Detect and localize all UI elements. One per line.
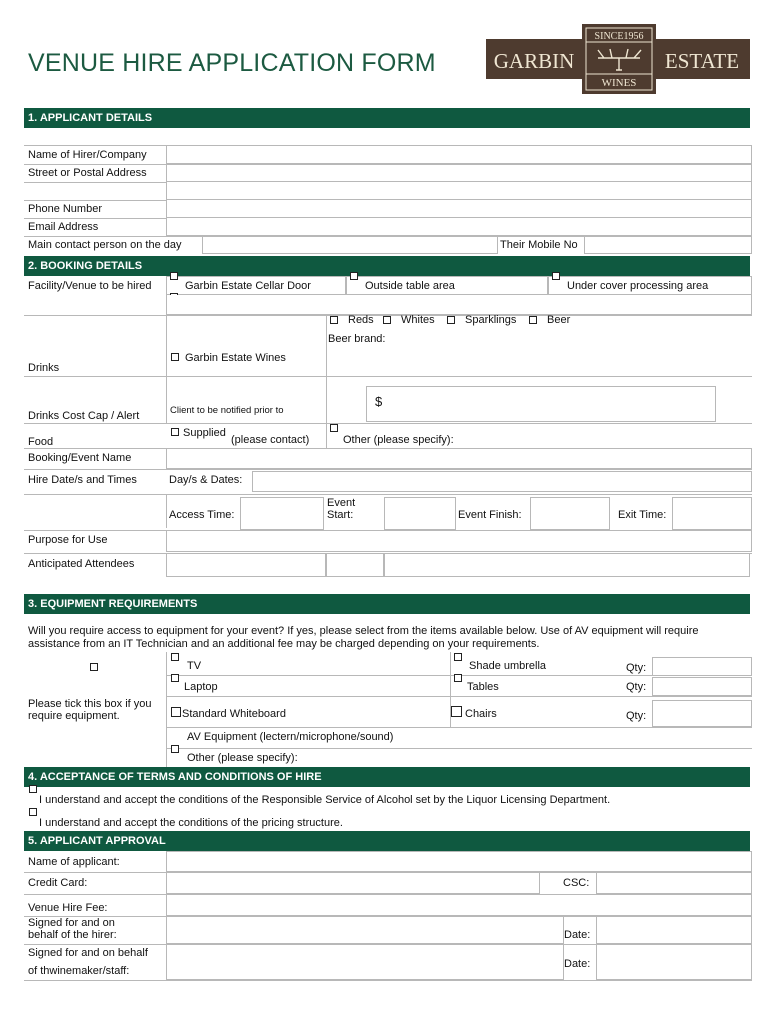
exit-time-field[interactable] — [672, 497, 752, 530]
outside-label: Outside table area — [365, 280, 455, 292]
adults-field[interactable] — [384, 553, 750, 577]
equipment-intro-2: assistance from an IT Technician and an additional fee may be charged depending on your requirements. — [28, 638, 540, 650]
csc-field[interactable] — [596, 872, 752, 894]
credit-card-label: Credit Card: — [28, 877, 88, 889]
page-title: VENUE HIRE APPLICATION FORM — [28, 49, 436, 77]
beer-checkbox[interactable] — [529, 316, 537, 324]
event-start-field[interactable] — [384, 497, 456, 530]
csc-label: CSC: — [563, 877, 590, 889]
signed-staff-label-1: Signed for and on behalf — [28, 947, 148, 959]
divider — [166, 315, 167, 423]
section-5-heading: 5. APPLICANT APPROVAL — [24, 831, 750, 851]
event-start-label-2: Start: — [327, 509, 354, 521]
whiteboard-checkbox[interactable] — [171, 707, 181, 717]
food-please-contact-label: (please contact) — [231, 434, 310, 446]
cost-cap-dollar: $ — [375, 394, 383, 409]
chairs-label: Chairs — [465, 708, 497, 720]
event-name-field[interactable] — [166, 448, 752, 469]
divider — [326, 315, 327, 423]
rsa-checkbox[interactable] — [29, 785, 37, 793]
applicant-name-label: Name of applicant: — [28, 856, 120, 868]
pricing-text: I understand and accept the conditions of the pricing structure. — [39, 817, 343, 829]
applicant-name-field[interactable] — [166, 851, 752, 872]
sparklings-checkbox[interactable] — [447, 316, 455, 324]
divider — [24, 376, 752, 377]
divider — [24, 980, 752, 981]
food-other-checkbox[interactable] — [330, 424, 338, 432]
tables-checkbox[interactable] — [454, 674, 462, 682]
tv-checkbox[interactable] — [171, 653, 179, 661]
garbin-wines-checkbox[interactable] — [171, 353, 179, 361]
tick-note-2: require equipment. — [28, 710, 120, 722]
suburb-state-postcode-field[interactable] — [166, 182, 752, 200]
signed-hirer-label-1: Signed for and on — [28, 917, 115, 929]
divider — [166, 727, 752, 728]
signed-hirer-label-2: behalf of the hirer: — [28, 929, 117, 941]
access-time-field[interactable] — [240, 497, 324, 530]
equipment-other-checkbox[interactable] — [171, 745, 179, 753]
outside-checkbox[interactable] — [350, 272, 358, 280]
cost-cap-label: Drinks Cost Cap / Alert — [28, 410, 140, 422]
facility-other-field[interactable] — [166, 295, 752, 315]
section-4-heading: 4. ACCEPTANCE OF TERMS AND CONDITIONS OF HIRE — [24, 767, 750, 787]
event-finish-label: Event Finish: — [458, 509, 522, 521]
venue-fee-field[interactable] — [166, 894, 752, 916]
street-label: Street or Postal Address — [28, 167, 147, 179]
facility-label: Facility/Venue to be hired — [28, 280, 152, 292]
equipment-intro-1: Will you require access to equipment for your event? If yes, please select from the items available below. Use of AV equipment will require — [28, 625, 699, 637]
tables-qty-field[interactable] — [652, 677, 752, 696]
pricing-checkbox[interactable] — [29, 808, 37, 816]
under-cover-label: Under cover processing area — [567, 280, 709, 292]
reds-label: Reds — [348, 314, 374, 326]
food-label: Food — [28, 436, 54, 448]
cost-cap-field[interactable] — [366, 386, 716, 422]
section-3-heading: 3. EQUIPMENT REQUIREMENTS — [24, 594, 750, 614]
signed-hirer-field[interactable] — [166, 916, 564, 944]
purpose-field[interactable] — [166, 530, 752, 552]
divider — [24, 469, 752, 470]
divider — [326, 423, 327, 448]
event-name-label: Booking/Event Name — [28, 452, 132, 464]
section-2-heading: 2. BOOKING DETAILS — [24, 256, 750, 276]
section-1-heading: 1. APPLICANT DETAILS — [24, 108, 750, 128]
divider — [166, 494, 167, 528]
logo-since: SINCE1956 — [594, 31, 644, 42]
food-supplied-label: Supplied — [183, 427, 226, 439]
event-start-label-1: Event — [327, 497, 356, 509]
umbrella-label: Shade umbrella — [469, 660, 547, 672]
children-field[interactable] — [166, 553, 326, 577]
attendees-label: Anticipated Attendees — [28, 558, 135, 570]
their-mobile-field[interactable] — [584, 236, 752, 254]
access-time-label: Access Time: — [169, 509, 235, 521]
divider — [24, 494, 752, 495]
food-other-label: Other (please specify): — [343, 434, 454, 446]
divider — [166, 748, 752, 749]
beer-brand-label: Beer brand: — [328, 333, 386, 345]
reds-checkbox[interactable] — [330, 316, 338, 324]
whiteboard-label: Standard Whiteboard — [182, 708, 286, 720]
adults-cell — [326, 553, 384, 577]
umbrella-qty-label: Qty: — [626, 662, 647, 674]
hire-dates-label: Hire Date/s and Times — [28, 474, 137, 486]
street-field[interactable] — [166, 164, 752, 182]
whites-label: Whites — [401, 314, 435, 326]
exit-time-label: Exit Time: — [618, 509, 667, 521]
under-cover-checkbox[interactable] — [552, 272, 560, 280]
contact-person-label: Main contact person on the day — [28, 239, 182, 251]
laptop-checkbox[interactable] — [171, 674, 179, 682]
client-notified-label: Client to be notified prior to — [170, 405, 284, 416]
chairs-qty-field[interactable] — [652, 700, 752, 727]
hirer-date-field[interactable] — [596, 916, 752, 944]
garbin-estate-logo — [486, 24, 750, 94]
chairs-qty-label: Qty: — [626, 710, 647, 722]
tables-qty-label: Qty: — [626, 681, 647, 693]
cellar-door-label: Garbin Estate Cellar Door — [185, 280, 311, 292]
divider — [166, 652, 167, 769]
cellar-door-checkbox[interactable] — [170, 272, 178, 280]
tables-label: Tables — [467, 681, 499, 693]
beer-label: Beer — [547, 314, 571, 326]
phone-label: Phone Number — [28, 203, 102, 215]
tv-label: TV — [187, 660, 202, 672]
email-field[interactable] — [166, 218, 752, 236]
event-finish-field[interactable] — [530, 497, 610, 530]
tick-note-1: Please tick this box if you — [28, 698, 152, 710]
logo-text-right: ESTATE — [664, 49, 740, 73]
food-supplied-checkbox[interactable] — [171, 428, 179, 436]
divider — [24, 423, 752, 424]
logo-text-left: GARBIN — [493, 49, 575, 73]
chairs-checkbox[interactable] — [451, 706, 462, 717]
rsa-text: I understand and accept the conditions of the Responsible Service of Alcohol set by the Liquor Licensing Department. — [39, 794, 611, 806]
require-equipment-checkbox[interactable] — [90, 663, 98, 671]
av-label: AV Equipment (lectern/microphone/sound) — [187, 731, 394, 743]
signed-staff-label-2: of thwinemaker/staff: — [28, 965, 130, 977]
hirer-name-label: Name of Hirer/Company — [28, 149, 147, 161]
their-mobile-label: Their Mobile No — [500, 239, 578, 251]
staff-date-label: Date: — [564, 958, 591, 970]
purpose-label: Purpose for Use — [28, 534, 108, 546]
divider — [166, 696, 752, 697]
laptop-label: Laptop — [184, 681, 218, 693]
contact-person-field[interactable] — [202, 236, 498, 254]
hirer-date-label: Date: — [564, 929, 591, 941]
umbrella-qty-field[interactable] — [652, 657, 752, 676]
umbrella-checkbox[interactable] — [454, 653, 462, 661]
garbin-wines-label: Garbin Estate Wines — [185, 352, 286, 364]
phone-field[interactable] — [166, 200, 752, 218]
sparklings-label: Sparklings — [465, 314, 517, 326]
days-dates-field[interactable] — [252, 471, 752, 492]
equipment-other-label: Other (please specify): — [187, 752, 298, 764]
credit-card-field[interactable] — [166, 872, 540, 894]
whites-checkbox[interactable] — [383, 316, 391, 324]
signed-staff-field[interactable] — [166, 944, 564, 980]
hirer-name-field[interactable] — [166, 145, 752, 164]
logo-wines: WINES — [601, 77, 637, 89]
staff-date-field[interactable] — [596, 944, 752, 980]
days-dates-label: Day/s & Dates: — [169, 474, 243, 486]
drinks-label: Drinks — [28, 362, 60, 374]
email-label: Email Address — [28, 221, 99, 233]
venue-fee-label: Venue Hire Fee: — [28, 902, 108, 914]
